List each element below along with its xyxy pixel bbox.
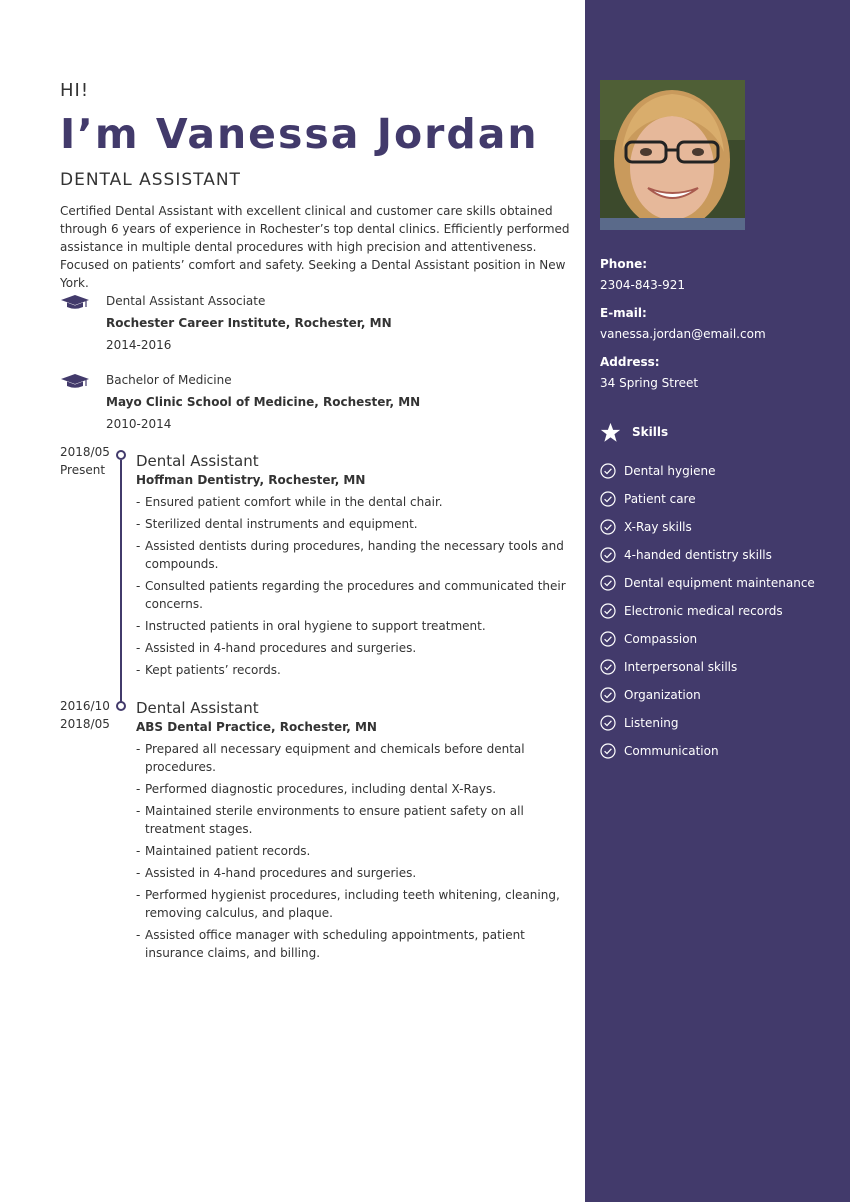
skill-label: Dental equipment maintenance bbox=[624, 576, 815, 590]
job-title: DENTAL ASSISTANT bbox=[60, 170, 241, 190]
email-label: E-mail: bbox=[600, 306, 647, 320]
check-circle-icon bbox=[600, 659, 616, 675]
date-end: Present bbox=[60, 463, 106, 477]
skill-label: Electronic medical records bbox=[624, 604, 783, 618]
skill-label: 4-handed dentistry skills bbox=[624, 548, 772, 562]
address-value: 34 Spring Street bbox=[600, 376, 699, 390]
experience-company: ABS Dental Practice, Rochester, MN bbox=[136, 720, 377, 734]
skill-item bbox=[600, 574, 840, 592]
candidate-name: I’m Vanessa Jordan bbox=[60, 110, 539, 158]
experience-role: Dental Assistant bbox=[136, 699, 259, 717]
list-item: - Maintained sterile environments to ensure patient safety on all treatment stages. bbox=[136, 802, 576, 838]
check-circle-icon bbox=[600, 631, 616, 647]
skill-item bbox=[600, 546, 840, 564]
skill-item bbox=[600, 742, 840, 760]
timeline-dot bbox=[116, 701, 126, 711]
check-circle-icon bbox=[600, 575, 616, 591]
email-value[interactable]: vanessa.jordan@email.com bbox=[600, 327, 766, 341]
experience-bullets bbox=[136, 740, 576, 966]
skill-item bbox=[600, 630, 840, 648]
greeting: HI! bbox=[60, 80, 90, 101]
list-item: - Kept patients’ records. bbox=[136, 661, 576, 679]
skill-item bbox=[600, 490, 840, 508]
skill-label: X-Ray skills bbox=[624, 520, 692, 534]
check-circle-icon bbox=[600, 743, 616, 759]
address-label: Address: bbox=[600, 355, 660, 369]
skill-item bbox=[600, 686, 840, 704]
skills-list bbox=[600, 462, 840, 770]
date-start: 2018/05 bbox=[60, 445, 110, 459]
skill-label: Patient care bbox=[624, 492, 696, 506]
list-item: - Maintained patient records. bbox=[136, 842, 576, 860]
list-item: - Performed diagnostic procedures, including dental X-Rays. bbox=[136, 780, 576, 798]
skill-item bbox=[600, 602, 840, 620]
date-start: 2016/10 bbox=[60, 699, 110, 713]
list-item: - Assisted in 4-hand procedures and surgeries. bbox=[136, 864, 576, 882]
sidebar bbox=[585, 0, 850, 1202]
experience-dates bbox=[60, 443, 110, 479]
education-school: Mayo Clinic School of Medicine, Rochester, MN bbox=[106, 395, 421, 409]
skill-label: Compassion bbox=[624, 632, 698, 646]
summary: Certified Dental Assistant with excellent clinical and customer care skills obtained through 6 years of experience in Rochester’s top dental clinics. Efficiently performed assistance in multiple dental procedures with high precision and attentiveness. Focused on patients’ comfort and safety. Seeking a Dental Assistant position in New York. bbox=[60, 204, 570, 290]
list-item: - Prepared all necessary equipment and chemicals before dental procedures. bbox=[136, 740, 576, 776]
portrait-image bbox=[600, 80, 745, 230]
experience-company: Hoffman Dentistry, Rochester, MN bbox=[136, 473, 366, 487]
skill-label: Interpersonal skills bbox=[624, 660, 738, 674]
education-years: 2010-2014 bbox=[106, 417, 172, 431]
list-item: - Sterilized dental instruments and equipment. bbox=[136, 515, 576, 533]
list-item: - Ensured patient comfort while in the dental chair. bbox=[136, 493, 576, 511]
experience-bullets bbox=[136, 493, 576, 683]
phone-label: Phone: bbox=[600, 257, 648, 271]
graduation-cap-icon bbox=[60, 373, 90, 389]
check-circle-icon bbox=[600, 547, 616, 563]
check-circle-icon bbox=[600, 603, 616, 619]
list-item: - Instructed patients in oral hygiene to support treatment. bbox=[136, 617, 576, 635]
list-item: - Assisted in 4-hand procedures and surgeries. bbox=[136, 639, 576, 657]
timeline-line bbox=[120, 460, 122, 706]
education-years: 2014-2016 bbox=[106, 338, 172, 352]
list-item: - Assisted office manager with scheduling appointments, patient insurance claims, and billing. bbox=[136, 926, 576, 962]
graduation-cap-icon bbox=[60, 294, 90, 310]
skill-item bbox=[600, 658, 840, 676]
skills-header bbox=[600, 422, 800, 444]
check-circle-icon bbox=[600, 715, 616, 731]
date-end: 2018/05 bbox=[60, 717, 110, 731]
skills-label: Skills bbox=[632, 425, 669, 439]
check-circle-icon bbox=[600, 687, 616, 703]
check-circle-icon bbox=[600, 491, 616, 507]
list-item: - Performed hygienist procedures, including teeth whitening, cleaning, removing calculus, and plaque. bbox=[136, 886, 576, 922]
education-school: Rochester Career Institute, Rochester, MN bbox=[106, 316, 392, 330]
profile-photo bbox=[600, 80, 745, 230]
list-item: - Assisted dentists during procedures, handing the necessary tools and compounds. bbox=[136, 537, 576, 573]
list-item: - Consulted patients regarding the procedures and communicated their concerns. bbox=[136, 577, 576, 613]
skill-item bbox=[600, 462, 840, 480]
phone-value: 2304-843-921 bbox=[600, 278, 686, 292]
experience-dates bbox=[60, 697, 110, 733]
skill-item bbox=[600, 518, 840, 536]
education-degree: Bachelor of Medicine bbox=[106, 373, 232, 387]
experience-role: Dental Assistant bbox=[136, 452, 259, 470]
skill-label: Communication bbox=[624, 744, 719, 758]
skill-label: Dental hygiene bbox=[624, 464, 716, 478]
skill-item bbox=[600, 714, 840, 732]
skill-label: Listening bbox=[624, 716, 679, 730]
skill-label: Organization bbox=[624, 688, 701, 702]
check-circle-icon bbox=[600, 463, 616, 479]
star-icon bbox=[600, 422, 621, 443]
timeline-dot bbox=[116, 450, 126, 460]
education-degree: Dental Assistant Associate bbox=[106, 294, 266, 308]
check-circle-icon bbox=[600, 519, 616, 535]
